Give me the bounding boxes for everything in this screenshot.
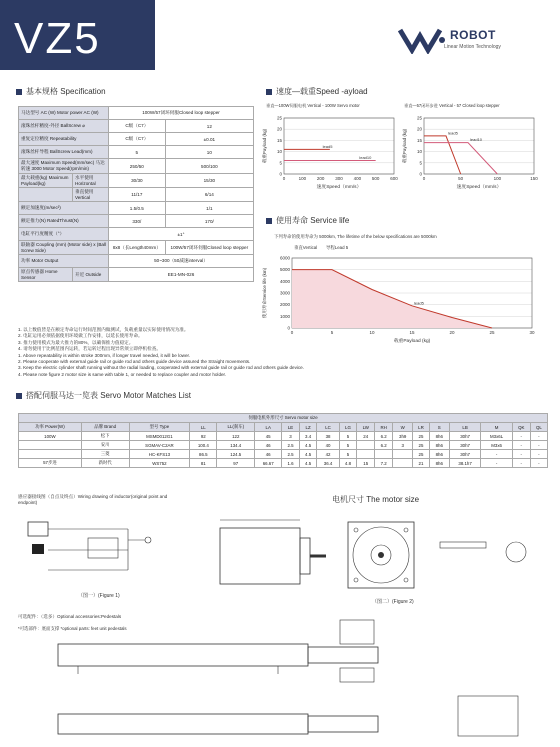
brand-subtitle: Linear Motion Technology	[444, 44, 501, 50]
spec-value: 50~300（50减速interval）	[109, 255, 254, 268]
spec-row	[19, 188, 254, 202]
motor-table-header: S	[429, 423, 449, 432]
legend-entry: 导程Lead 5	[326, 245, 349, 250]
y-tick-label: 15	[416, 137, 422, 143]
spec-label: 额定推力(N) RatedThrust(N)	[19, 215, 109, 228]
x-tick-label: 600	[390, 176, 398, 181]
motor-table-header: 功率 Power(W)	[19, 423, 82, 432]
table-cell: 30h7	[449, 441, 481, 450]
spec-value: 30/30	[109, 174, 166, 188]
table-cell: -	[512, 450, 530, 459]
spec-label: 电缸平行度精度（°）	[19, 228, 109, 241]
x-tick-label: 300	[335, 176, 343, 181]
y-axis-label: 载重Payload (kg)	[262, 128, 267, 164]
table-cell: 86.5	[190, 450, 217, 459]
motor-table-header: 型号 Type	[129, 423, 190, 432]
spec-value: 8x8（长Length40mm）	[109, 241, 166, 255]
table-cell: 7.2	[375, 459, 393, 468]
table-cell: WS752	[129, 459, 190, 468]
table-cell: 4.5	[299, 459, 317, 468]
table-cell: 松下	[81, 432, 129, 441]
table-cell: -	[512, 432, 530, 441]
table-cell: 1.6	[282, 459, 300, 468]
table-cell: 8h6	[429, 459, 449, 468]
square-bullet-icon	[266, 218, 272, 224]
x-tick-label: 30	[529, 330, 535, 335]
table-cell: M3x6	[481, 441, 512, 450]
table-cell: 5	[339, 441, 357, 450]
table-cell: 100.4	[190, 441, 217, 450]
table-cell: 3	[393, 441, 413, 450]
table-cell	[357, 441, 375, 450]
series-line	[424, 136, 461, 174]
table-cell: 三菱	[81, 450, 129, 459]
motor-table-header: QK	[512, 423, 530, 432]
y-tick-label: 25	[416, 115, 422, 121]
series-area	[292, 270, 492, 328]
y-tick-label: 25	[276, 115, 282, 121]
x-tick-label: 0	[422, 176, 426, 181]
spec-value: C级（C7）	[109, 133, 166, 146]
life-section-title: 使用寿命 Service life	[266, 215, 349, 226]
spec-sublabel: 开近 Outside	[73, 268, 109, 282]
speed-right-title: 垂直—57闭环步进 Vertical - 57 Closed loop stepper	[404, 103, 500, 108]
table-cell	[19, 441, 82, 450]
spec-row	[19, 159, 254, 174]
square-bullet-icon	[16, 89, 22, 95]
spec-value: 170/	[165, 215, 253, 228]
table-cell: 100W	[19, 432, 82, 441]
series-label: lead5	[414, 300, 424, 306]
wiring-diagram	[18, 510, 178, 590]
motor-table-header: LL(刹车)	[217, 423, 255, 432]
y-tick-label: 0	[287, 325, 290, 331]
table-cell: 5	[339, 432, 357, 441]
table-cell: 3	[282, 432, 300, 441]
motor-table	[18, 413, 548, 468]
table-cell: 6.2	[375, 441, 393, 450]
y-tick-label: 20	[416, 126, 422, 132]
x-tick-label: 500	[371, 176, 380, 181]
y-tick-label: 6000	[279, 255, 290, 261]
model-title: VZ5	[14, 14, 101, 63]
table-cell: MSMD012G1	[129, 432, 190, 441]
motor-table-header: LR	[413, 423, 430, 432]
table-cell	[357, 450, 375, 459]
speed-chart-left	[262, 112, 400, 196]
spec-value: 1.5/0.5	[109, 202, 166, 215]
table-cell: 46	[255, 441, 282, 450]
table-cell: 25	[413, 450, 430, 459]
y-tick-label: 0	[279, 171, 282, 177]
table-cell: 30h7	[449, 432, 481, 441]
table-cell: 97	[217, 459, 255, 468]
motor-table-header: LE	[282, 423, 300, 432]
table-cell: M3x6L	[481, 432, 512, 441]
motor-table-header: LG	[339, 423, 357, 432]
x-tick-label: 50	[458, 176, 464, 181]
plot-frame	[284, 118, 394, 174]
note-line: 1. 以上数值皆是在额定寿命运行时间范围内做测试，负载重量以实际使用情况为准。	[18, 327, 189, 332]
spec-label: 最大载重(kg) Maximum Payload(kg)	[19, 174, 73, 188]
motor-table-header: LW	[357, 423, 375, 432]
spec-row	[19, 215, 254, 228]
x-tick-label: 200	[316, 176, 325, 181]
table-cell: 38	[317, 432, 339, 441]
x-tick-label: 5	[330, 330, 334, 335]
spec-value: 330/	[109, 215, 166, 228]
figure1-caption: （图一）(Figure 1)	[78, 593, 120, 599]
x-axis-label: 速度Speed（mm/s）	[316, 185, 362, 190]
table-cell: 46	[255, 450, 282, 459]
spec-row	[19, 174, 254, 188]
note-line: 4. 请勿使用于比例范围内运转，若运转过程出现异常须立即停机检查。	[18, 346, 161, 352]
table-cell: HC-KFS13	[129, 450, 190, 459]
table-row	[19, 432, 548, 441]
y-tick-label: 20	[276, 126, 282, 132]
spec-value: 100W/57闭环伺服Closed loop stepper	[165, 241, 253, 255]
model-block	[0, 0, 155, 70]
spec-value: 5	[109, 146, 166, 159]
y-tick-label: 0	[419, 171, 422, 177]
spec-sublabel: 垂直使用 Vertical	[73, 188, 109, 202]
x-tick-label: 15	[409, 330, 415, 335]
notes-block	[18, 327, 538, 378]
optional-title: 可选配件：（选多）Optional accessories:Pedestals	[18, 614, 122, 619]
speed-chart-right	[402, 112, 544, 196]
note-line: 1. Above repeatability is within stroke 300mm, if longer travel needed, it will be lower.	[18, 352, 191, 358]
y-tick-label: 5	[279, 160, 282, 166]
table-cell: -	[481, 459, 512, 468]
table-cell: 3.4	[299, 432, 317, 441]
table-cell: 21	[413, 459, 430, 468]
wiring-title: 感应器接线图（自点及终点）Wiring drawing of inductor(original point and endpoint)	[18, 494, 168, 505]
motor-table-header: LL	[190, 423, 217, 432]
note-line: 4. Please note figure 2 motor size is same with table 1, or needed to replace coupler and motor holder.	[18, 371, 227, 377]
x-tick-label: 100	[298, 176, 307, 181]
y-tick-label: 1000	[279, 313, 290, 319]
table-cell: 45	[255, 432, 282, 441]
table-cell	[375, 450, 393, 459]
spec-label: 滚珠丝杆精度-外径 BallScrew ⌀	[19, 120, 109, 133]
optional-drawings	[18, 616, 546, 744]
table-cell: 4.5	[299, 450, 317, 459]
table-cell: 122	[217, 432, 255, 441]
table-cell: 5	[339, 450, 357, 459]
spec-label: 原点传感器 Home Sensor	[19, 268, 73, 282]
spec-value: ±1°	[109, 228, 254, 241]
series-label: lead5	[322, 143, 333, 149]
x-tick-label: 10	[369, 330, 375, 335]
x-tick-label: 100	[493, 176, 502, 181]
spec-row	[19, 268, 254, 282]
legend-entry: 垂直Vertical	[294, 245, 318, 250]
y-tick-label: 3000	[279, 290, 290, 296]
spec-label: 马达型号 AC (W) Motor power AC (W)	[19, 107, 109, 120]
motor-table-header: W	[393, 423, 413, 432]
life-chart-title: 下列寿命的使用寿命为 5000km, The lifetime of the below specifications are 5000km	[274, 234, 437, 239]
series-label: lead10	[470, 137, 483, 143]
brand-logo	[398, 26, 538, 60]
motor-table-header: QL	[530, 423, 547, 432]
motor-table-header: LB	[449, 423, 481, 432]
series-line	[424, 143, 497, 174]
table-cell: 2.5	[282, 450, 300, 459]
motor-table-header: LZ	[299, 423, 317, 432]
table-cell: 2.5	[282, 441, 300, 450]
spec-label: 滚珠丝杆导程 BallScrew Lead(mm)	[19, 146, 109, 159]
table-cell: 25	[413, 441, 430, 450]
x-axis-label: 载重Payload (kg)	[393, 339, 431, 344]
spec-value: 6/14	[165, 188, 253, 202]
spec-value: 100W/57闭环伺服Closed loop stepper	[109, 107, 254, 120]
note-line: 3. 推力使用模式为最大推力的80%，以确保推力值稳定。	[18, 339, 134, 345]
table-cell: 6.2	[375, 432, 393, 441]
spec-row	[19, 241, 254, 255]
speed-left-title: 垂直—100W伺服电机 Vertical - 100W Servo motor	[266, 103, 360, 108]
spec-value: EE1-MN-026	[109, 268, 254, 282]
table-cell: -	[512, 441, 530, 450]
table-cell: 8h6	[429, 441, 449, 450]
spec-value: 500/100	[165, 159, 253, 174]
y-tick-label: 10	[416, 149, 422, 155]
motor-table-header: M	[481, 423, 512, 432]
note-line: 2. 电缸运用必须依据使用环境做工作安排，以延长使用寿命。	[18, 333, 143, 339]
table-cell: -	[530, 441, 547, 450]
spec-row	[19, 255, 254, 268]
table-cell: -	[481, 450, 512, 459]
series-label: lead10	[359, 155, 372, 161]
spec-label: 功率 Motor Output	[19, 255, 109, 268]
spec-row	[19, 133, 254, 146]
x-tick-label: 0	[282, 176, 286, 181]
header-banner	[0, 0, 560, 74]
table-cell: 24	[357, 432, 375, 441]
spec-label: 最大速度 Maximum Speed(mm/sec) 马达转速 3000 Motor Speed(rpm/min)	[19, 159, 109, 174]
spec-table	[18, 106, 254, 282]
table-cell: 57步进	[19, 459, 82, 468]
plot-frame	[424, 118, 534, 174]
spec-value: 1/1	[165, 202, 253, 215]
y-tick-label: 10	[276, 149, 282, 155]
table-row	[19, 459, 548, 468]
table-cell: -	[530, 432, 547, 441]
spec-value: 10	[165, 146, 253, 159]
spec-label: 重复定位精度 Repeatability	[19, 133, 109, 146]
spec-value: 15/30	[165, 174, 253, 188]
motor-table-header: LA	[255, 423, 282, 432]
spec-value: 11/17	[109, 188, 166, 202]
optional-subtitle: *可选部件：底面支撑 *optional parts: feet unit pedestals	[18, 626, 127, 631]
table-cell	[19, 450, 82, 459]
table-cell: 38.1h7	[449, 459, 481, 468]
motor-table-title: 伺服电机外形尺寸 Servo motor size	[19, 414, 548, 423]
spec-value: 12	[165, 120, 253, 133]
spec-sublabel: 水平使用 Horizontal	[73, 174, 109, 188]
note-line: 3. Keep the electric cylinder shaft running without the radial loading, cooperated with external guide rail or guide rod and others guide device.	[18, 365, 305, 371]
square-bullet-icon	[266, 89, 272, 95]
spec-row	[19, 146, 254, 159]
motor-table-header: 品牌 Brand	[81, 423, 129, 432]
table-cell: 30h7	[449, 450, 481, 459]
table-cell: -	[530, 459, 547, 468]
table-cell: 66.67	[255, 459, 282, 468]
x-axis-label: 速度Speed（mm/s）	[456, 185, 502, 190]
table-cell	[393, 459, 413, 468]
table-cell: 124.5	[217, 450, 255, 459]
table-cell: 92	[190, 432, 217, 441]
spec-section-title: 基本规格 Specification	[16, 86, 106, 97]
square-bullet-icon	[16, 393, 22, 399]
x-tick-label: 0	[290, 330, 294, 335]
robot-logo-icon	[398, 26, 446, 54]
brand-name: ROBOT	[450, 28, 496, 42]
table-cell: 3h9	[393, 432, 413, 441]
motor-drawing	[200, 512, 546, 602]
spec-row	[19, 228, 254, 241]
table-cell: 安川	[81, 441, 129, 450]
note-line: 2. Please cooperate with external guide rail or guide rod and others guide device assured the Straight movements.	[18, 359, 251, 365]
table-cell: 81	[190, 459, 217, 468]
spec-row	[19, 120, 254, 133]
spec-value: ±0.01	[165, 133, 253, 146]
y-tick-label: 5000	[279, 267, 290, 273]
table-cell: -	[512, 459, 530, 468]
x-tick-label: 20	[449, 330, 455, 335]
table-cell: 134.4	[217, 441, 255, 450]
table-cell: 4.8	[339, 459, 357, 468]
x-tick-label: 150	[530, 176, 538, 181]
table-cell: 15	[357, 459, 375, 468]
y-tick-label: 15	[276, 137, 282, 143]
table-cell: -	[530, 450, 547, 459]
table-cell: SGMAV-C2AR	[129, 441, 190, 450]
table-cell: 新时代	[81, 459, 129, 468]
series-label: lead5	[448, 130, 458, 136]
motor-table-header: RH	[375, 423, 393, 432]
table-cell: 4.5	[299, 441, 317, 450]
table-cell: 25	[413, 432, 430, 441]
speed-section-title: 速度—载重Speed -ayload	[266, 86, 368, 97]
table-cell: 42	[317, 450, 339, 459]
table-cell	[393, 450, 413, 459]
table-cell: 40	[317, 441, 339, 450]
spec-value: 250/50	[109, 159, 166, 174]
motor-size-title: 电机尺寸 The motor size	[332, 495, 420, 504]
x-tick-label: 400	[353, 176, 362, 181]
spec-label	[19, 188, 73, 202]
spec-value: C级（C7）	[109, 120, 166, 133]
y-axis-label: 载重Payload (kg)	[402, 128, 407, 164]
y-tick-label: 5	[419, 160, 422, 166]
spec-label: 联轴器 Coupling (mm) (Motor side) x (Ball Screw Side)	[19, 241, 109, 255]
table-cell: 8h6	[429, 432, 449, 441]
matches-section-title: 搭配伺服马达一览表 Servo Motor Matches List	[16, 390, 191, 401]
spec-label: 额定加速度(m/sec²)	[19, 202, 109, 215]
y-axis-label: 使用寿命Service life (km)	[262, 267, 267, 319]
table-row	[19, 441, 548, 450]
table-cell: 8h6	[429, 450, 449, 459]
table-cell: 36.4	[317, 459, 339, 468]
spec-row	[19, 107, 254, 120]
table-row	[19, 450, 548, 459]
spec-row	[19, 202, 254, 215]
motor-table-header: LC	[317, 423, 339, 432]
y-tick-label: 4000	[279, 278, 290, 284]
x-tick-label: 25	[489, 330, 495, 335]
y-tick-label: 2000	[279, 302, 290, 308]
figure2-caption: （图二）(Figure 2)	[372, 599, 414, 605]
